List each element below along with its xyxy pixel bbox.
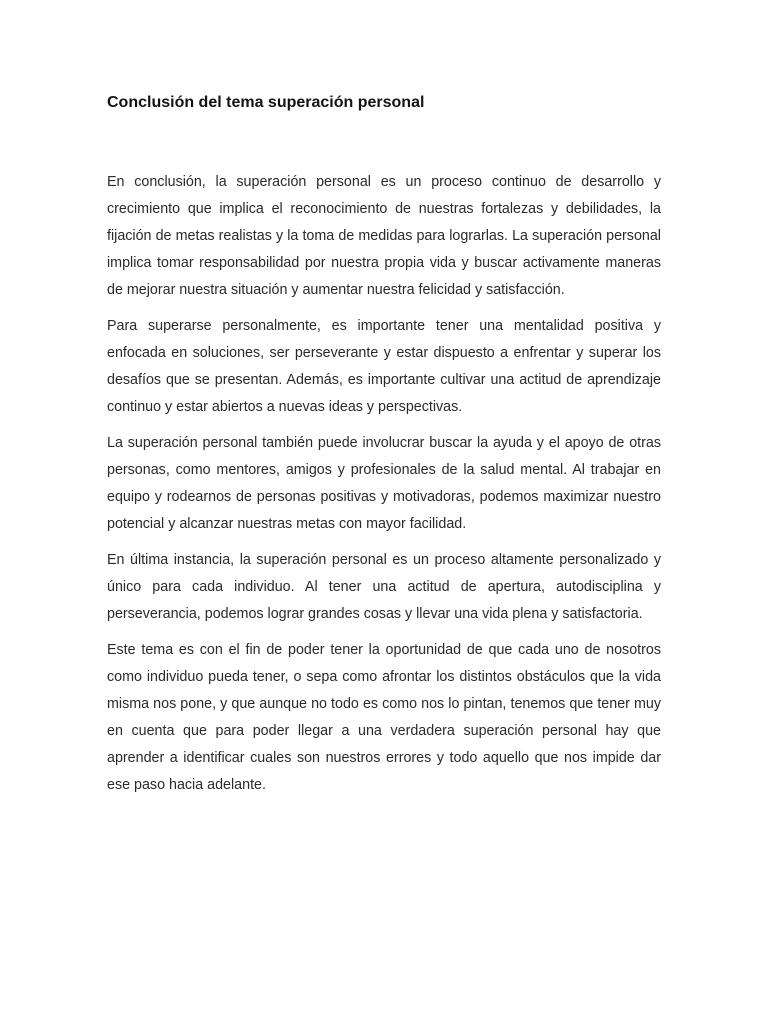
- document-page: [107, 92, 661, 808]
- paragraph-2: Para superarse personalmente, es importante tener una mentalidad positiva y enfocada en soluciones, ser perseverante y estar dispuesto a enfrentar y superar los desafíos que se presentan. Además, es importante cultivar una actitud de aprendizaje continuo y estar abiertos a nuevas ideas y perspectivas.: [107, 318, 661, 415]
- paragraph-1: En conclusión, la superación personal es un proceso continuo de desarrollo y crecimiento que implica el reconocimiento de nuestras fortalezas y debilidades, la fijación de metas realistas y la toma de medidas para lograrlas. La superación personal implica tomar responsabilidad por nuestra propia vida y buscar activamente maneras de mejorar nuestra situación y aumentar nuestra felicidad y satisfacción.: [107, 174, 661, 298]
- document-title: Conclusión del tema superación personal: [107, 94, 425, 111]
- paragraph-3: La superación personal también puede involucrar buscar la ayuda y el apoyo de otras personas, como mentores, amigos y profesionales de la salud mental. Al trabajar en equipo y rodearnos de personas positivas y motivadoras, podemos maximizar nuestro potencial y alcanzar nuestras metas con mayor facilidad.: [107, 435, 661, 532]
- paragraph-4: En última instancia, la superación personal es un proceso altamente personalizado y único para cada individuo. Al tener una actitud de apertura, autodisciplina y perseverancia, podemos lograr grandes cosas y llevar una vida plena y satisfactoria.: [107, 552, 661, 622]
- document-body: [107, 169, 661, 799]
- paragraph-5: Este tema es con el fin de poder tener la oportunidad de que cada uno de nosotros como individuo pueda tener, o sepa como afrontar los distintos obstáculos que la vida misma nos pone, y que aunque no todo es como nos lo pintan, tenemos que tener muy en cuenta que para poder llegar a una verdadera superación personal hay que aprender a identificar cuales son nuestros errores y todo aquello que nos impide dar ese paso hacia adelante.: [107, 642, 661, 793]
